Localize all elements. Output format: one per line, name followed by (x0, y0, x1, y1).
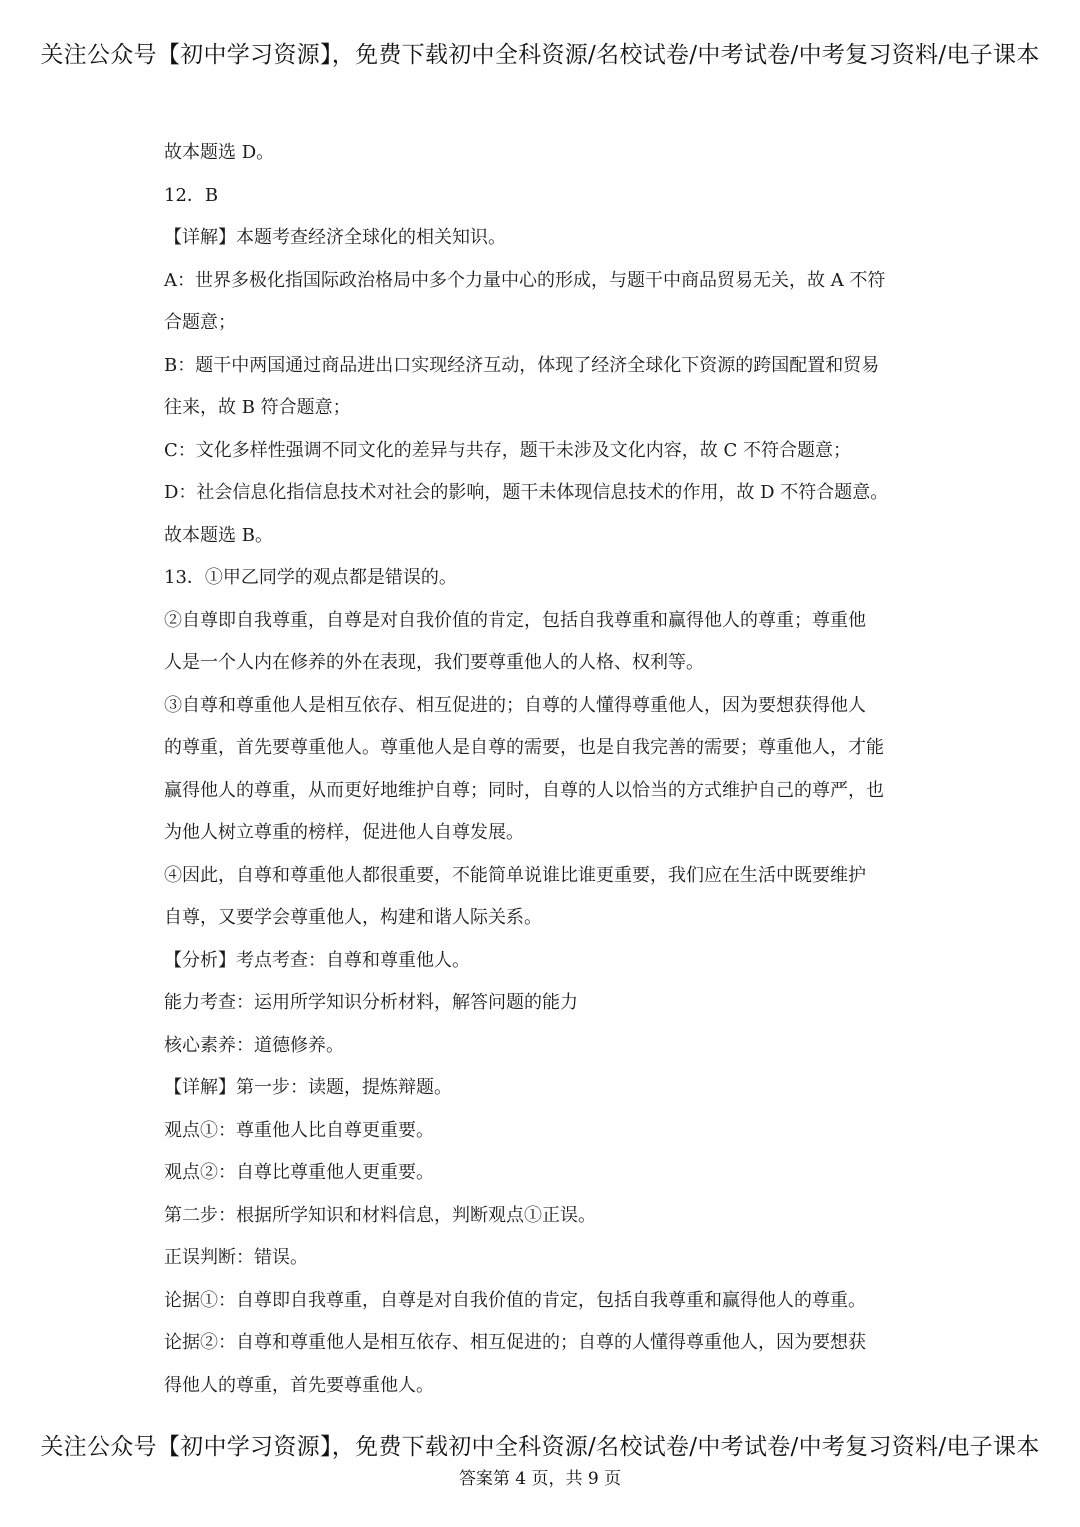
top-banner: 关注公众号【初中学习资源】，免费下载初中全科资源/名校试卷/中考试卷/中考复习资料/电子课本 (40, 42, 1040, 68)
text-line: 核心素养：道德修养。 (164, 1034, 344, 1056)
text-line: 论据②：自尊和尊重他人是相互依存、相互促进的；自尊的人懂得尊重他人，因为要想获 (164, 1332, 866, 1353)
text-line: 观点②：自尊比尊重他人更重要。 (164, 1162, 434, 1183)
text-line: A：世界多极化指国际政治格局中多个力量中心的形成，与题干中商品贸易无关，故 A 不符 (164, 269, 886, 291)
text-line: 往来，故 B 符合题意； (164, 397, 351, 418)
text-line: D：社会信息化指信息技术对社会的影响，题干未体现信息技术的作用，故 D 不符合题意。 (164, 482, 889, 503)
text-line: 故本题选 D。 (164, 142, 275, 163)
text-line: 人是一个人内在修养的外在表现，我们要尊重他人的人格、权利等。 (164, 652, 704, 673)
text-line: 自尊，又要学会尊重他人，构建和谐人际关系。 (164, 907, 542, 928)
text-line: 能力考查：运用所学知识分析材料，解答问题的能力 (164, 992, 578, 1013)
text-line: ④因此，自尊和尊重他人都很重要，不能简单说谁比谁更重要，我们应在生活中既要维护 (164, 864, 866, 886)
bottom-banner: 关注公众号【初中学习资源】，免费下载初中全科资源/名校试卷/中考试卷/中考复习资料/电子课本 (40, 1434, 1040, 1460)
text-line: 【分析】考点考查：自尊和尊重他人。 (164, 949, 470, 971)
text-line: C：文化多样性强调不同文化的差异与共存，题干未涉及文化内容，故 C 不符合题意； (164, 439, 851, 461)
text-line: 论据①：自尊即自我尊重，自尊是对自我价值的肯定，包括自我尊重和赢得他人的尊重。 (164, 1289, 866, 1311)
text-line: 【详解】第一步：读题，提炼辩题。 (164, 1077, 452, 1098)
text-line: B：题干中两国通过商品进出口实现经济互动，体现了经济全球化下资源的跨国配置和贸易 (164, 354, 880, 376)
page-number: 答案第 4 页，共 9 页 (458, 1469, 622, 1489)
text-line: 12．B (164, 184, 219, 206)
text-line: 第二步：根据所学知识和材料信息，判断观点①正误。 (164, 1204, 596, 1226)
text-line: 的尊重，首先要尊重他人。尊重他人是自尊的需要，也是自我完善的需要；尊重他人，才能 (164, 737, 884, 758)
text-line: 合题意； (164, 312, 236, 333)
text-line: 为他人树立尊重的榜样，促进他人自尊发展。 (164, 822, 524, 843)
text-line: 正误判断：错误。 (164, 1247, 308, 1268)
document-body (164, 139, 924, 1414)
text-line: 故本题选 B。 (164, 524, 273, 546)
text-line: 【详解】本题考查经济全球化的相关知识。 (164, 227, 506, 248)
text-line: 得他人的尊重，首先要尊重他人。 (164, 1374, 434, 1396)
text-line: 13．①甲乙同学的观点都是错误的。 (164, 567, 457, 588)
text-line: ③自尊和尊重他人是相互依存、相互促进的；自尊的人懂得尊重他人，因为要想获得他人 (164, 694, 866, 716)
text-line: 观点①：尊重他人比自尊更重要。 (164, 1119, 434, 1141)
text-line: 赢得他人的尊重，从而更好地维护自尊；同时，自尊的人以恰当的方式维护自己的尊严，也 (164, 779, 884, 801)
text-line: ②自尊即自我尊重，自尊是对自我价值的肯定，包括自我尊重和赢得他人的尊重；尊重他 (164, 609, 866, 631)
